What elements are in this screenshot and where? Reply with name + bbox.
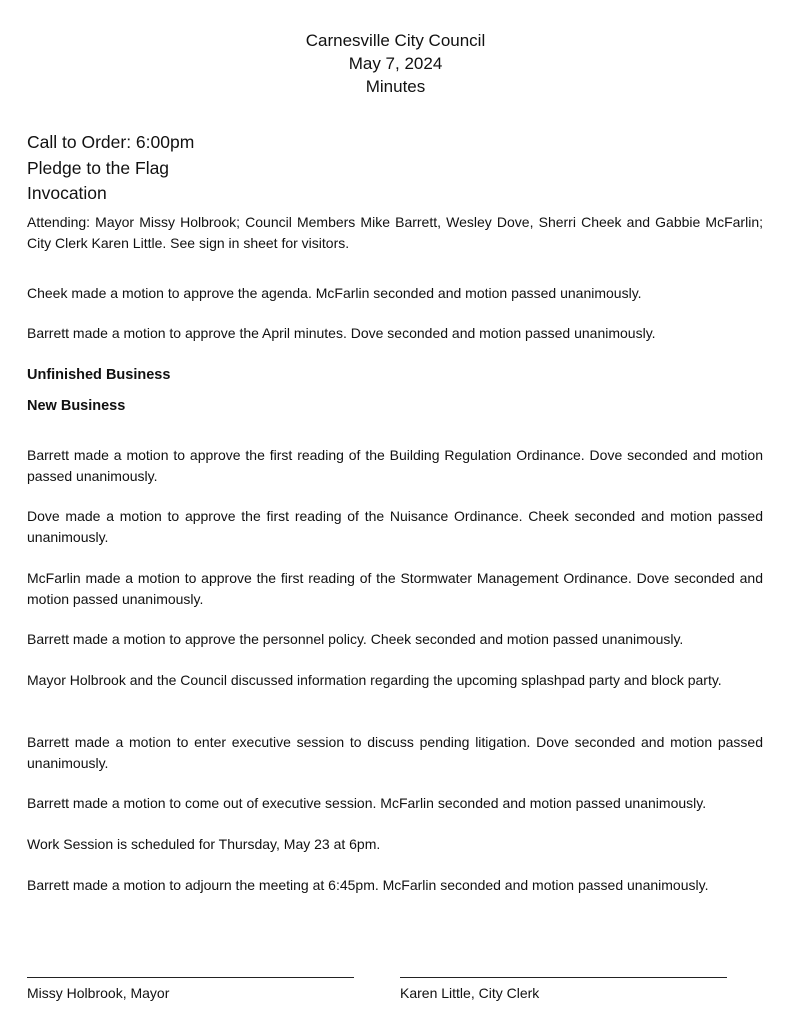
- motion-approve-minutes: Barrett made a motion to approve the April minutes. Dove seconded and motion passed unanimously.: [27, 325, 656, 341]
- motion-exit-executive-session: Barrett made a motion to come out of executive session. McFarlin seconded and motion passed unanimously.: [27, 795, 707, 811]
- mayor-signature-name: Missy Holbrook, Mayor: [27, 985, 170, 1001]
- mayor-signature-line: [27, 977, 354, 978]
- document-header: [0, 29, 791, 98]
- splashpad-discussion: Mayor Holbrook and the Council discussed information regarding the upcoming splashpad party and block party.: [27, 672, 722, 688]
- document-type: Minutes: [365, 77, 426, 96]
- motion-stormwater-ordinance: McFarlin made a motion to approve the first reading of the Stormwater Management Ordinance. Dove seconded and motion passed unanimously.: [27, 570, 763, 607]
- motion-adjourn: Barrett made a motion to adjourn the meeting at 6:45pm. McFarlin seconded and motion passed unanimously.: [27, 877, 709, 893]
- meeting-date: May 7, 2024: [348, 54, 443, 73]
- council-name: Carnesville City Council: [305, 31, 486, 50]
- invocation: Invocation: [27, 183, 107, 203]
- motion-enter-executive-session: Barrett made a motion to enter executive session to discuss pending litigation. Dove seconded and motion passed unanimously.: [27, 734, 763, 771]
- call-to-order: Call to Order: 6:00pm: [27, 132, 195, 152]
- motion-building-regulation: Barrett made a motion to approve the first reading of the Building Regulation Ordinance. Dove seconded and motion passed unanimously.: [27, 447, 763, 484]
- motion-nuisance-ordinance: Dove made a motion to approve the first reading of the Nuisance Ordinance. Cheek seconded and motion passed unanimously.: [27, 508, 763, 545]
- attending-paragraph: Attending: Mayor Missy Holbrook; Council Members Mike Barrett, Wesley Dove, Sherri Cheek and Gabbie McFarlin; City Clerk Karen Little. See sign in sheet for visitors.: [27, 214, 763, 251]
- clerk-signature-line: [400, 977, 727, 978]
- opening-items: [27, 130, 194, 207]
- work-session-note: Work Session is scheduled for Thursday, May 23 at 6pm.: [27, 836, 381, 852]
- clerk-signature-name: Karen Little, City Clerk: [400, 985, 540, 1001]
- pledge: Pledge to the Flag: [27, 157, 170, 178]
- motion-approve-agenda: Cheek made a motion to approve the agenda. McFarlin seconded and motion passed unanimously.: [27, 285, 642, 301]
- new-business-heading: New Business: [27, 398, 126, 414]
- motion-personnel-policy: Barrett made a motion to approve the personnel policy. Cheek seconded and motion passed unanimously.: [27, 631, 684, 647]
- unfinished-business-heading: Unfinished Business: [27, 367, 171, 383]
